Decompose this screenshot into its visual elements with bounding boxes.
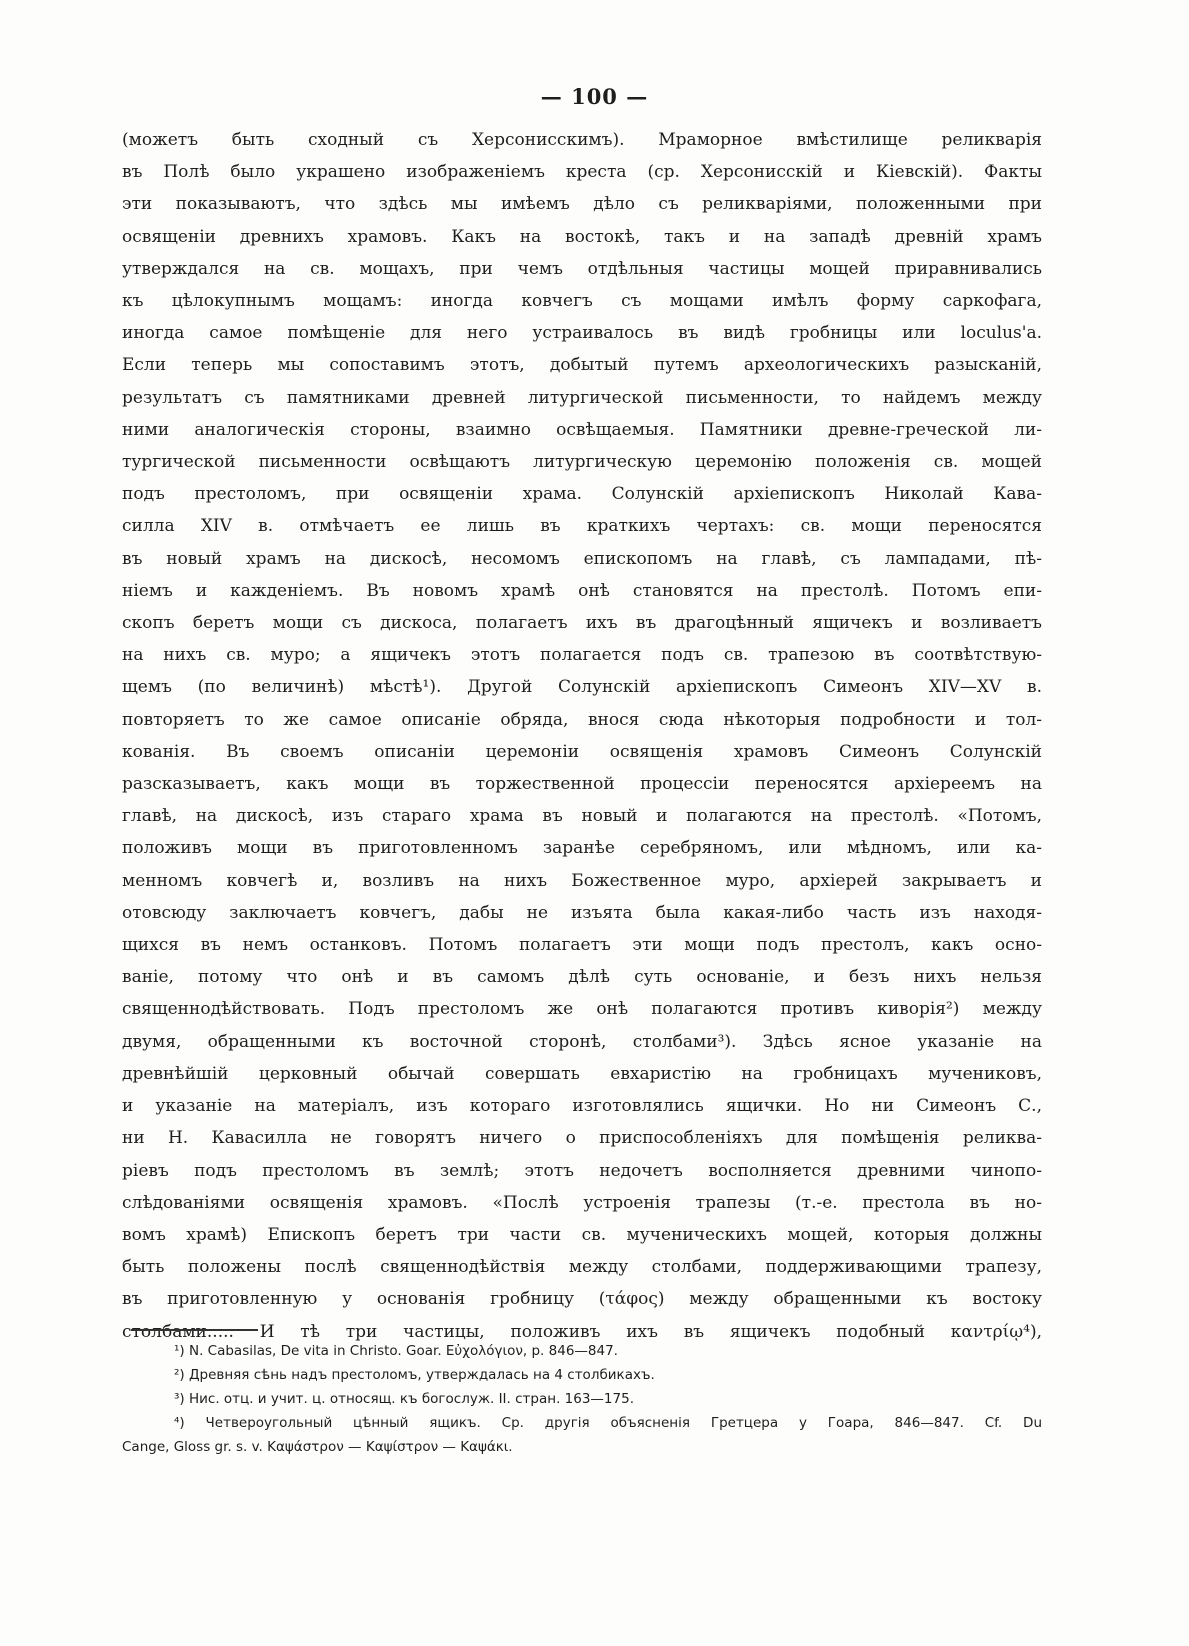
text-line: ваніе, потому что онѣ и въ самомъ дѣлѣ суть основаніе, и безъ нихъ нельзя: [122, 967, 1042, 988]
text-line: положивъ мощи въ приготовленномъ заранѣе серебряномъ, или мѣдномъ, или ка-: [122, 838, 1042, 859]
text-line: скопъ беретъ мощи съ дискоса, полагаетъ ихъ въ драгоцѣнный ящичекъ и возливаетъ: [122, 613, 1042, 634]
text-line: кованія. Въ своемъ описаніи церемоніи освященія храмовъ Симеонъ Солунскій: [122, 741, 1042, 762]
text-line: отовсюду заключаетъ ковчегъ, дабы не изъята была какая-либо часть изъ находя-: [122, 902, 1042, 923]
text-line: силла XIV в. отмѣчаетъ ее лишь въ краткихъ чертахъ: св. мощи переносятся: [122, 516, 1042, 537]
text-line: повторяетъ то же самое описаніе обряда, внося сюда нѣкоторыя подробности и тол-: [122, 709, 1042, 730]
text-line: ніемъ и кажденіемъ. Въ новомъ храмѣ онѣ становятся на престолѣ. Потомъ епи-: [122, 580, 1042, 601]
footnote-4: ⁴) Четвероугольный цѣнный ящикъ. Ср. другія объясненія Гретцера у Гоара, 846—847. Cf. Du: [174, 1415, 1042, 1431]
text-line: въ новый храмъ на дискосѣ, несомомъ епископомъ на главѣ, съ лампадами, пѣ-: [122, 548, 1042, 569]
text-line: двумя, обращенными къ восточной сторонѣ, столбами³). Здѣсь ясное указаніе на: [122, 1031, 1042, 1052]
text-line: подъ престоломъ, при освященіи храма. Солунскій архіепископъ Николай Кава-: [122, 484, 1042, 505]
text-line: Если теперь мы сопоставимъ этотъ, добытый путемъ археологическихъ разысканій,: [122, 355, 1042, 376]
text-line: щихся въ немъ останковъ. Потомъ полагаетъ эти мощи подъ престолъ, какъ осно-: [122, 935, 1042, 956]
text-line: ріевъ подъ престоломъ въ землѣ; этотъ недочетъ восполняется древними чинопо-: [122, 1160, 1042, 1181]
text-line: щемъ (по величинѣ) мѣстѣ¹). Другой Солунскій архіепископъ Симеонъ XIV—XV в.: [122, 677, 1042, 698]
footnote-1: ¹) N. Cabasilas, De vita in Christo. Goar. Εὐχολόγιον, p. 846—847.: [174, 1343, 618, 1359]
text-line: ними аналогическія стороны, взаимно освѣщаемыя. Памятники древне-греческой ли-: [122, 419, 1042, 440]
text-line: освященіи древнихъ храмовъ. Какъ на востокѣ, такъ и на западѣ древній храмъ: [122, 226, 1042, 247]
text-line: въ Полѣ было украшено изображеніемъ креста (ср. Херсонисскій и Кіевскій). Факты: [122, 162, 1042, 183]
footnote-3: ³) Нис. отц. и учит. ц. относящ. къ богослуж. II. стран. 163—175.: [174, 1391, 634, 1407]
text-line: результатъ съ памятниками древней литургической письменности, то найдемъ между: [122, 387, 1042, 408]
text-line: слѣдованіями освященія храмовъ. «Послѣ устроенія трапезы (т.-е. престола въ но-: [122, 1192, 1042, 1213]
text-line: ни Н. Кавасилла не говорятъ ничего о приспособленіяхъ для помѣщенія реликва-: [122, 1128, 1042, 1149]
text-line: въ приготовленную у основанія гробницу (τάφος) между обращенными къ востоку: [122, 1289, 1042, 1310]
text-line: къ цѣлокупнымъ мощамъ: иногда ковчегъ съ мощами имѣлъ форму саркофага,: [122, 291, 1042, 312]
text-line: древнѣйшій церковный обычай совершать евхаристію на гробницахъ мучениковъ,: [122, 1063, 1042, 1084]
text-line: главѣ, на дискосѣ, изъ стараго храма въ новый и полагаются на престолѣ. «Потомъ,: [122, 806, 1042, 827]
text-line: на нихъ св. муро; а ящичекъ этотъ полагается подъ св. трапезою въ соотвѣтствую-: [122, 645, 1042, 666]
text-line: быть положены послѣ священнодѣйствія между столбами, поддерживающими трапезу,: [122, 1257, 1042, 1278]
text-line: вомъ храмѣ) Епископъ беретъ три части св. мученическихъ мощей, которыя должны: [122, 1224, 1042, 1245]
footnote-4-continuation: Cange, Gloss gr. s. v. Καψάστρον — Καψίστρον — Καψάκι.: [122, 1439, 513, 1455]
body-text: [122, 124, 1042, 1348]
footnotes: [122, 1339, 1042, 1459]
text-line: столбами..... И тѣ три частицы, положивъ ихъ въ ящичекъ подобный καντρίῳ⁴),: [122, 1321, 1042, 1342]
text-line: и указаніе на матеріалъ, изъ котораго изготовлялись ящички. Но ни Симеонъ С.,: [122, 1096, 1042, 1117]
text-line: (можетъ быть сходный съ Херсонисскимъ). Мраморное вмѣстилище реликварія: [122, 130, 1042, 150]
text-line: священнодѣйствовать. Подъ престоломъ же онѣ полагаются противъ киворія²) между: [122, 999, 1042, 1020]
text-line: иногда самое помѣщеніе для него устраивалось въ видѣ гробницы или loculus'а.: [122, 323, 1042, 344]
text-line: разсказываетъ, какъ мощи въ торжественной процессіи переносятся архіереемъ на: [122, 774, 1042, 795]
text-line: эти показываютъ, что здѣсь мы имѣемъ дѣло съ реликваріями, положенными при: [122, 194, 1042, 215]
footnote-2: ²) Древняя сѣнь надъ престоломъ, утверждалась на 4 столбикахъ.: [174, 1367, 655, 1383]
text-line: утверждался на св. мощахъ, при чемъ отдѣльныя частицы мощей приравнивались: [122, 258, 1042, 279]
text-line: менномъ ковчегѣ и, возливъ на нихъ Божественное муро, архіерей закрываетъ и: [122, 870, 1042, 891]
page-number: — 100 —: [540, 84, 649, 109]
text-line: тургической письменности освѣщаютъ литургическую церемонію положенія св. мощей: [122, 452, 1042, 473]
footnote-divider: [131, 1329, 258, 1331]
